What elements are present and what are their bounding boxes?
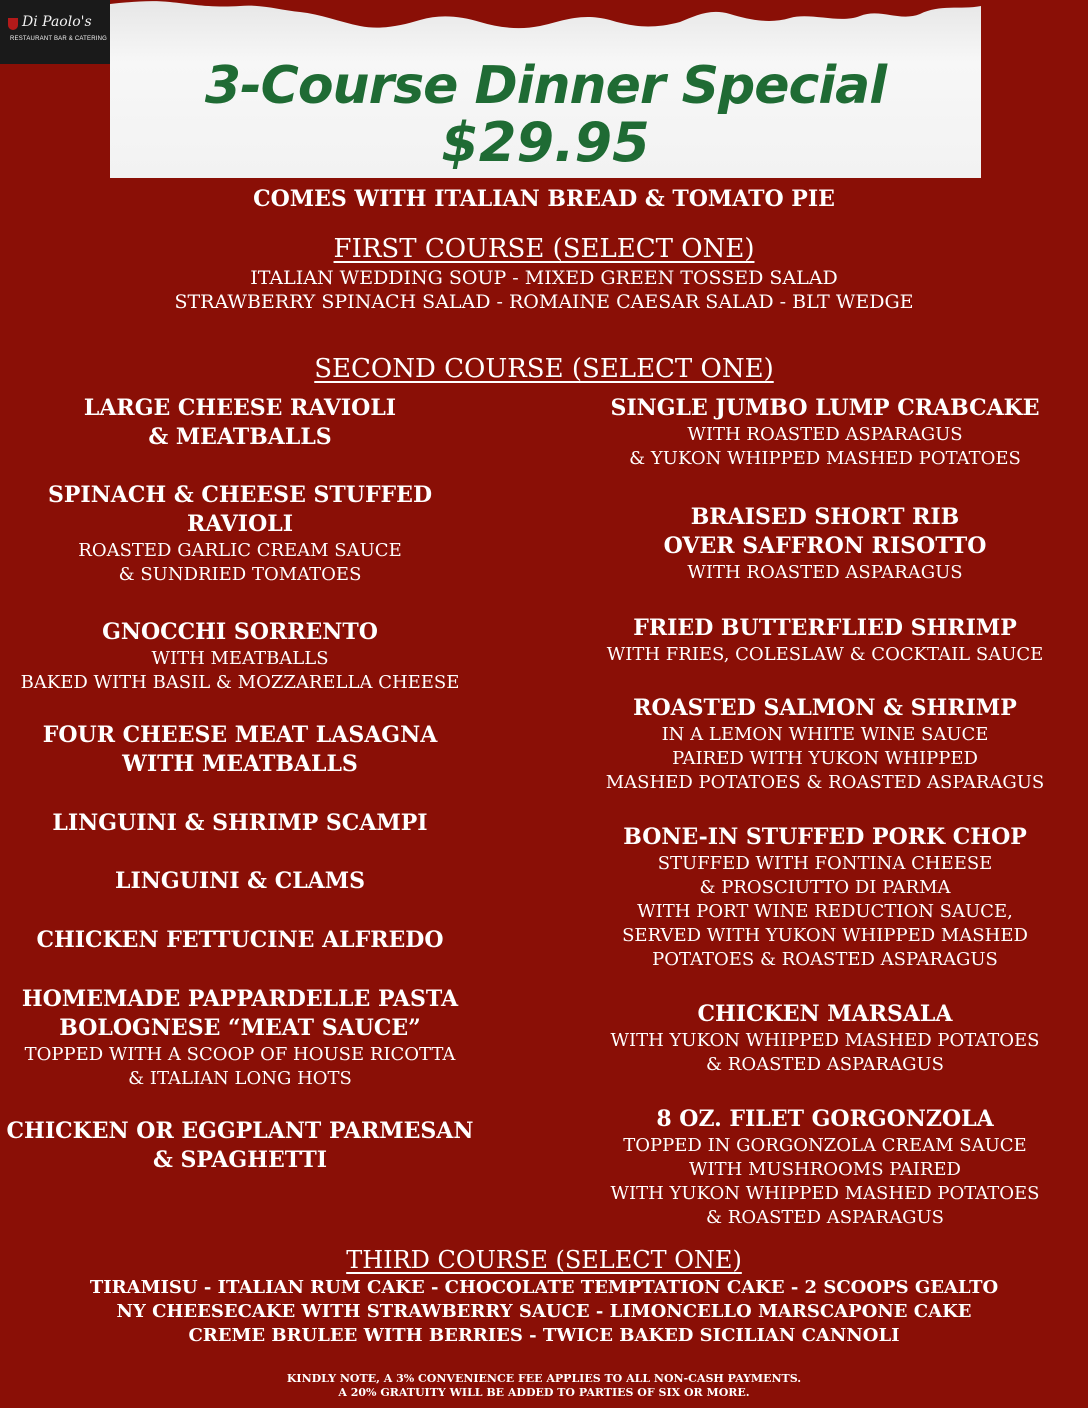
item-description: TOPPED IN GORGONZOLA CREAM SAUCE xyxy=(623,1135,1027,1156)
item-description: WITH MEATBALLS xyxy=(151,648,329,669)
menu-item xyxy=(0,618,480,695)
item-description: & ROASTED ASPARAGUS xyxy=(706,1207,944,1228)
menu-item xyxy=(585,823,1065,972)
item-name: ROASTED SALMON & SHRIMP xyxy=(633,695,1017,721)
item-description: WITH YUKON WHIPPED MASHED POTATOES xyxy=(610,1030,1040,1051)
item-description: & SUNDRIED TOMATOES xyxy=(118,564,362,585)
item-description: & ROASTED ASPARAGUS xyxy=(706,1054,944,1075)
first-course-line: ITALIAN WEDDING SOUP - MIXED GREEN TOSSED SALAD xyxy=(250,267,838,289)
menu-item xyxy=(585,394,1065,471)
item-name: & SPAGHETTI xyxy=(152,1147,327,1173)
second-course-heading: SECOND COURSE (SELECT ONE) xyxy=(314,354,774,384)
footer-notes xyxy=(0,1372,1088,1400)
item-description: ROASTED GARLIC CREAM SAUCE xyxy=(78,540,402,561)
item-name: & MEATBALLS xyxy=(148,424,332,450)
item-description: TOPPED WITH A SCOOP OF HOUSE RICOTTA xyxy=(24,1044,456,1065)
second-course-right-column xyxy=(585,394,1065,1230)
item-description: IN A LEMON WHITE WINE SAUCE xyxy=(661,724,989,745)
item-name: CHICKEN OR EGGPLANT PARMESAN xyxy=(6,1118,474,1144)
item-description: PAIRED WITH YUKON WHIPPED xyxy=(672,748,978,769)
item-description: POTATOES & ROASTED ASPARAGUS xyxy=(652,949,998,970)
menu-item xyxy=(0,926,480,955)
wine-glass-icon xyxy=(8,18,18,30)
second-course-left-column xyxy=(0,394,480,1175)
torn-paper-edge xyxy=(110,0,981,40)
item-description: & PROSCIUTTO DI PARMA xyxy=(699,877,951,898)
item-description: BAKED WITH BASIL & MOZZARELLA CHEESE xyxy=(20,672,460,693)
menu-item xyxy=(0,721,480,779)
logo-subtitle: RESTAURANT BAR & CATERING xyxy=(10,36,108,42)
menu-item xyxy=(585,1000,1065,1077)
item-name: SINGLE JUMBO LUMP CRABCAKE xyxy=(610,395,1040,421)
menu-item xyxy=(0,481,480,587)
menu-item xyxy=(0,867,480,896)
menu-item xyxy=(585,503,1065,585)
item-name: 8 OZ. FILET GORGONZOLA xyxy=(656,1106,994,1132)
third-course-heading: THIRD COURSE (SELECT ONE) xyxy=(346,1246,742,1274)
item-description: STUFFED WITH FONTINA CHEESE xyxy=(657,853,993,874)
menu-item xyxy=(585,694,1065,795)
third-course-line: NY CHEESECAKE WITH STRAWBERRY SAUCE - LIMONCELLO MARSCAPONE CAKE xyxy=(116,1301,972,1322)
third-course-line: TIRAMISU - ITALIAN RUM CAKE - CHOCOLATE TEMPTATION CAKE - 2 SCOOPS GEALTO xyxy=(89,1277,999,1298)
item-name: WITH MEATBALLS xyxy=(122,751,358,777)
item-name: GNOCCHI SORRENTO xyxy=(102,619,378,645)
banner-title: 3-Course Dinner Special xyxy=(204,56,887,116)
item-description: WITH MUSHROOMS PAIRED xyxy=(689,1159,961,1180)
intro-text: COMES WITH ITALIAN BREAD & TOMATO PIE xyxy=(253,186,835,212)
item-name: RAVIOLI xyxy=(186,511,294,537)
item-description: WITH ROASTED ASPARAGUS xyxy=(687,424,963,445)
restaurant-logo xyxy=(0,0,110,64)
item-name: OVER SAFFRON RISOTTO xyxy=(663,533,987,559)
item-description: MASHED POTATOES & ROASTED ASPARAGUS xyxy=(605,772,1045,793)
item-description: WITH FRIES, COLESLAW & COCKTAIL SAUCE xyxy=(606,644,1044,665)
item-name: BRAISED SHORT RIB xyxy=(690,504,960,530)
item-name: SPINACH & CHEESE STUFFED xyxy=(47,482,433,508)
menu-item xyxy=(0,394,480,452)
item-name: CHICKEN MARSALA xyxy=(697,1001,953,1027)
first-course-section xyxy=(0,234,1088,314)
item-description: & YUKON WHIPPED MASHED POTATOES xyxy=(629,448,1021,469)
item-name: FOUR CHEESE MEAT LASAGNA xyxy=(42,722,438,748)
title-banner xyxy=(110,0,981,178)
item-description: SERVED WITH YUKON WHIPPED MASHED xyxy=(622,925,1028,946)
item-description: WITH ROASTED ASPARAGUS xyxy=(687,562,963,583)
menu-item xyxy=(585,614,1065,667)
item-description: WITH YUKON WHIPPED MASHED POTATOES xyxy=(610,1183,1040,1204)
menu-item xyxy=(585,1105,1065,1230)
gratuity-note: A 20% GRATUITY WILL BE ADDED TO PARTIES OF SIX OR MORE. xyxy=(338,1386,750,1399)
item-description: & ITALIAN LONG HOTS xyxy=(128,1068,352,1089)
third-course-section xyxy=(0,1246,1088,1348)
fee-note: KINDLY NOTE, A 3% CONVENIENCE FEE APPLIES TO ALL NON-CASH PAYMENTS. xyxy=(286,1372,802,1385)
item-name: LARGE CHEESE RAVIOLI xyxy=(83,395,397,421)
item-name: CHICKEN FETTUCINE ALFREDO xyxy=(36,927,444,953)
menu-item xyxy=(0,985,480,1091)
menu-item xyxy=(0,1117,480,1175)
item-name: BONE-IN STUFFED PORK CHOP xyxy=(623,824,1027,850)
logo-name: Di Paolo's xyxy=(22,14,92,30)
first-course-line: STRAWBERRY SPINACH SALAD - ROMAINE CAESAR SALAD - BLT WEDGE xyxy=(174,291,914,313)
first-course-heading: FIRST COURSE (SELECT ONE) xyxy=(333,234,755,264)
item-name: HOMEMADE PAPPARDELLE PASTA xyxy=(21,986,459,1012)
item-name: BOLOGNESE “MEAT SAUCE” xyxy=(59,1015,421,1041)
third-course-line: CREME BRULEE WITH BERRIES - TWICE BAKED SICILIAN CANNOLI xyxy=(188,1325,900,1346)
menu-item xyxy=(0,809,480,838)
item-name: LINGUINI & CLAMS xyxy=(114,868,365,894)
item-name: LINGUINI & SHRIMP SCAMPI xyxy=(52,810,428,836)
item-name: FRIED BUTTERFLIED SHRIMP xyxy=(633,615,1017,641)
banner-price: $29.95 xyxy=(441,111,650,174)
item-description: WITH PORT WINE REDUCTION SAUCE, xyxy=(637,901,1013,922)
